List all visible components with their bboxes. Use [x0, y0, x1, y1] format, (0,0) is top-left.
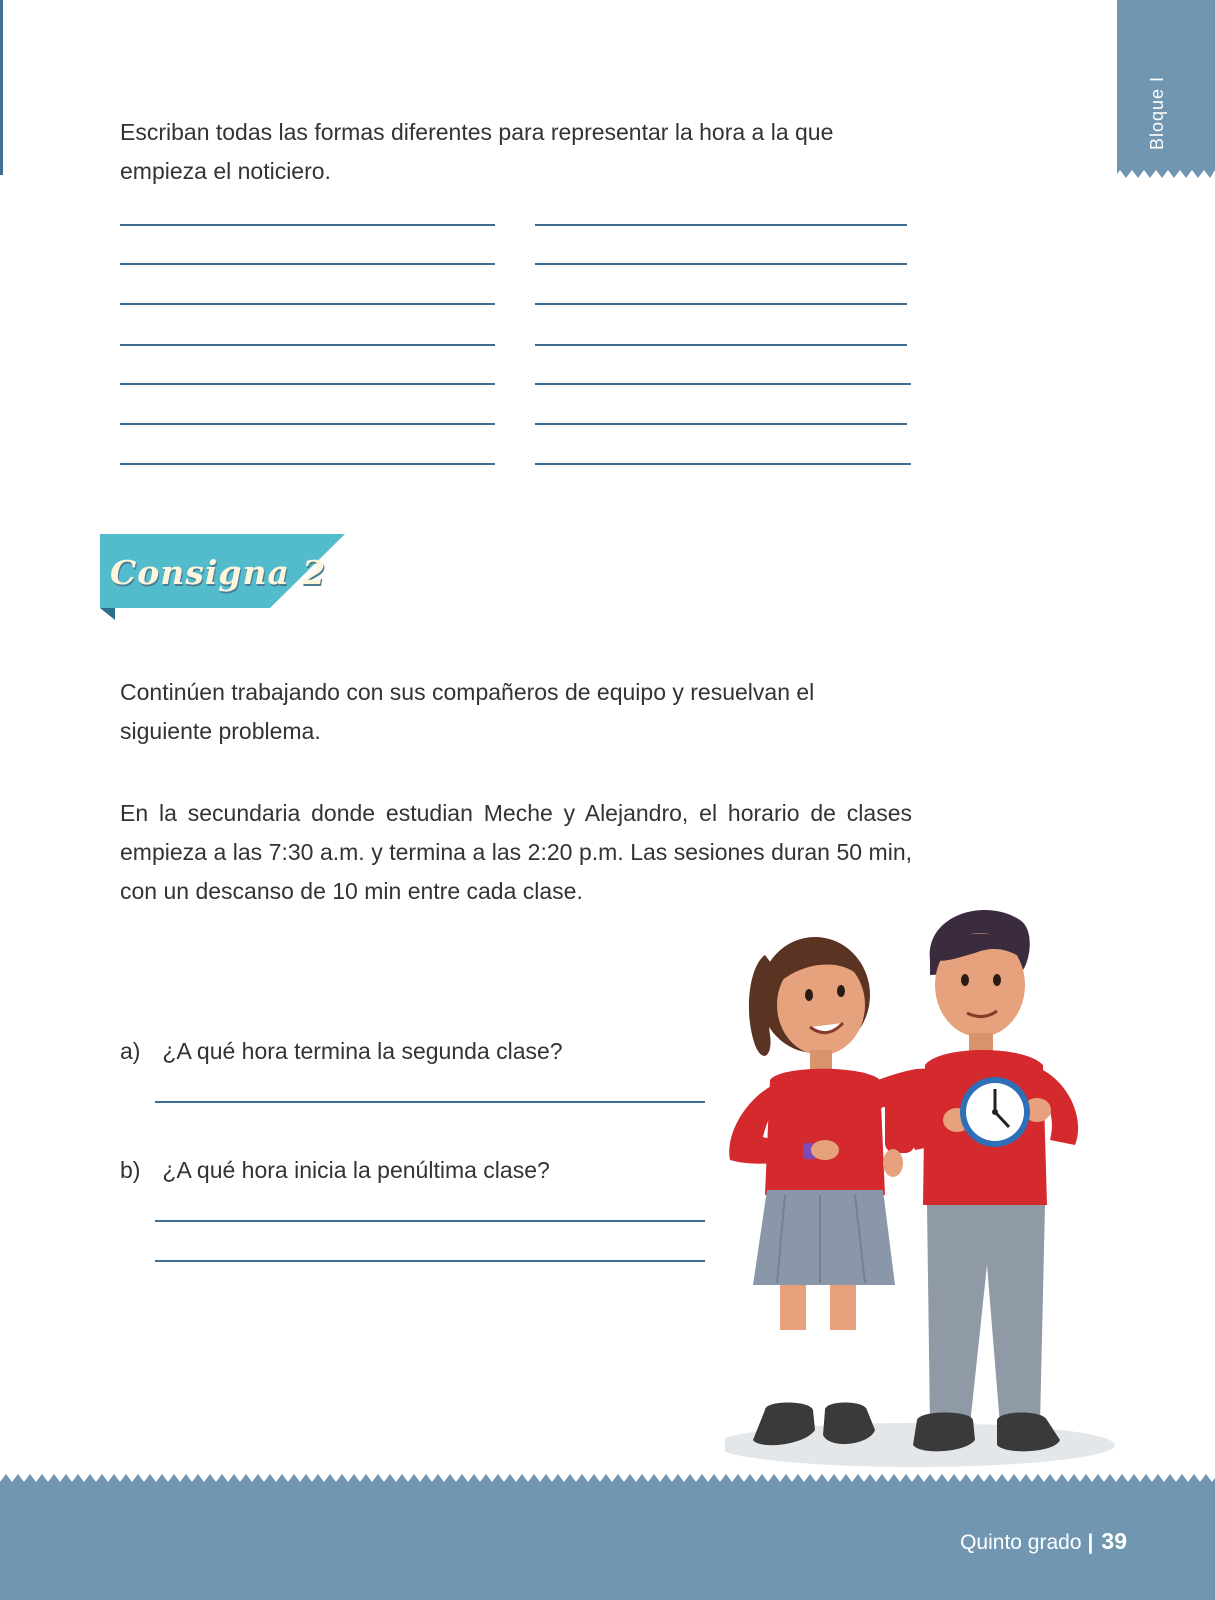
question-b-label: b)	[120, 1157, 141, 1183]
answer-line[interactable]	[120, 463, 495, 465]
question-a-text: ¿A qué hora termina la segunda clase?	[162, 1038, 563, 1064]
clock-icon	[960, 1077, 1030, 1147]
footer-caption	[960, 1528, 1127, 1555]
question-b-text: ¿A qué hora inicia la penúltima clase?	[162, 1157, 550, 1183]
left-margin-rule	[0, 0, 3, 175]
footer-separator: |	[1087, 1531, 1094, 1554]
answer-line[interactable]	[535, 263, 907, 265]
intro-paragraph: Escriban todas las formas diferentes para representar la hora a la que empieza el noticiero.	[120, 119, 834, 184]
section-tab	[1117, 0, 1215, 170]
answer-line[interactable]	[535, 224, 907, 226]
answer-line[interactable]	[120, 224, 495, 226]
answer-line[interactable]	[535, 423, 907, 425]
answer-line[interactable]	[120, 263, 495, 265]
answer-line[interactable]	[535, 383, 911, 385]
section-tab-label: Bloque I	[1147, 75, 1167, 150]
students-illustration	[725, 905, 1125, 1475]
question-a-label: a)	[120, 1038, 141, 1064]
answer-line[interactable]	[535, 344, 907, 346]
answer-line-a[interactable]	[155, 1101, 705, 1103]
answer-line[interactable]	[120, 344, 495, 346]
answer-line[interactable]	[535, 463, 911, 465]
instructions-paragraph: Continúen trabajando con sus compañeros de equipo y resuelvan el siguiente problema.	[120, 679, 815, 744]
answer-line[interactable]	[120, 423, 495, 425]
answer-line-b2[interactable]	[155, 1260, 705, 1262]
answer-line[interactable]	[120, 303, 495, 305]
grade-label: Quinto grado	[960, 1531, 1082, 1554]
consigna-title: Consigna 2	[110, 553, 327, 592]
question-b	[120, 1157, 550, 1184]
answer-line[interactable]	[535, 303, 907, 305]
question-a	[120, 1038, 563, 1065]
boy-figure	[910, 910, 1078, 1451]
page-number: 39	[1101, 1528, 1127, 1554]
answer-line-b1[interactable]	[155, 1220, 705, 1222]
footer-zigzag-edge	[0, 1470, 1215, 1490]
girl-figure	[729, 937, 930, 1445]
section-tab-zigzag-edge	[1117, 168, 1215, 180]
problem-paragraph: En la secundaria donde estudian Meche y Alejandro, el horario de clases empieza a las 7:30 a.m. y termina a las 2:20 p.m. Las sesiones duran 50 min, con un descanso de 10 min entre cada clase.	[120, 800, 912, 904]
answer-line[interactable]	[120, 383, 495, 385]
